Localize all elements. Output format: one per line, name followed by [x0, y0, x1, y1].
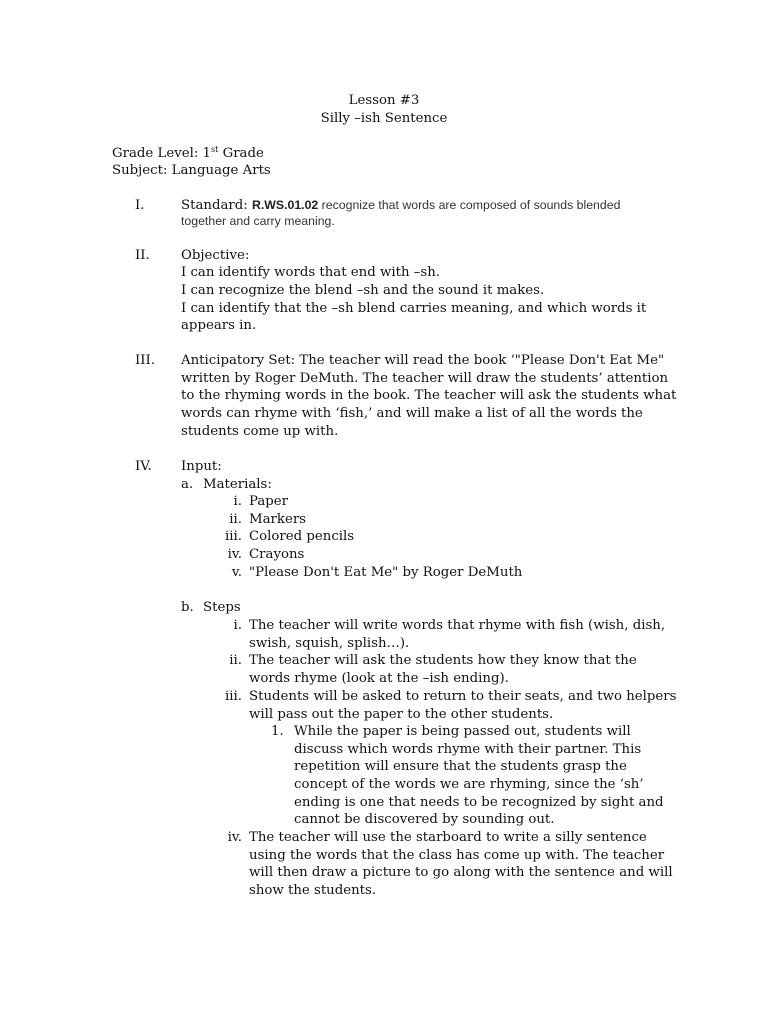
section-numeral-i: I. [135, 198, 145, 213]
materials-heading: Materials: [203, 477, 272, 492]
materials-item: Paper [249, 494, 289, 509]
objective-line: appears in. [181, 318, 257, 333]
anticipatory-line: students come up with. [181, 424, 339, 439]
sub-step-line: discuss which words rhyme with their partner. This [294, 742, 642, 757]
objective-heading: Objective: [181, 248, 250, 263]
grade-level-sup: st [211, 145, 219, 154]
step-line: using the words that the class has come up with. The teacher [249, 848, 665, 863]
page-subtitle: Silly –ish Sentence [320, 111, 448, 126]
grade-level [112, 145, 264, 163]
objective-line: I can recognize the blend –sh and the sound it makes. [181, 283, 545, 298]
sub-step-line: repetition will ensure that the students grasp the [294, 759, 627, 774]
anticipatory-line: Anticipatory Set: The teacher will read the book ‘"Please Don't Eat Me" [181, 353, 665, 368]
page-title: Lesson #3 [348, 93, 420, 108]
materials-marker: a. [181, 477, 194, 492]
section-numeral-ii: II. [135, 248, 150, 263]
objective-line: I can identify that the –sh blend carries meaning, and which words it [181, 301, 647, 316]
step-line: will pass out the paper to the other students. [249, 707, 554, 722]
materials-item-number: i. [233, 494, 242, 509]
subject: Subject: Language Arts [112, 163, 271, 178]
sub-step-line: concept of the words we are rhyming, since the ‘sh’ [294, 777, 644, 792]
materials-item: "Please Don't Eat Me" by Roger DeMuth [249, 565, 523, 580]
steps-marker: b. [181, 600, 194, 615]
standard-label: Standard: [181, 198, 252, 213]
input-heading: Input: [181, 459, 222, 474]
materials-item-number: v. [231, 565, 242, 580]
sub-step-line: While the paper is being passed out, students will [294, 724, 631, 739]
objective-line: I can identify words that end with –sh. [181, 265, 441, 280]
materials-item: Colored pencils [249, 529, 355, 544]
sub-step-number: 1. [271, 724, 284, 739]
materials-item: Crayons [249, 547, 305, 562]
step-line: The teacher will use the starboard to write a silly sentence [249, 830, 647, 845]
standard-line-1 [181, 197, 620, 215]
materials-item-number: iii. [225, 529, 242, 544]
section-numeral-iv: IV. [135, 459, 152, 474]
sub-step-line: ending is one that needs to be recognized by sight and [294, 795, 664, 810]
step-line: The teacher will ask the students how they know that the [249, 653, 637, 668]
step-line: Students will be asked to return to their seats, and two helpers [249, 689, 677, 704]
step-number: i. [233, 618, 242, 633]
anticipatory-line: words can rhyme with ‘fish,’ and will make a list of all the words the [181, 406, 643, 421]
materials-item: Markers [249, 512, 307, 527]
materials-item-number: iv. [227, 547, 242, 562]
standard-text-1: recognize that words are composed of sounds blended [318, 198, 621, 212]
grade-level-rest: Grade [218, 146, 264, 161]
step-number: ii. [229, 653, 242, 668]
section-numeral-iii: III. [135, 353, 155, 368]
sub-step-line: cannot be discovered by sounding out. [294, 812, 555, 827]
step-line: swish, squish, splish…). [249, 636, 410, 651]
step-line: show the students. [249, 883, 377, 898]
anticipatory-line: to the rhyming words in the book. The teacher will ask the students what [181, 388, 677, 403]
step-line: The teacher will write words that rhyme with fish (wish, dish, [249, 618, 666, 633]
step-line: words rhyme (look at the –ish ending). [249, 671, 509, 686]
materials-item-number: ii. [229, 512, 242, 527]
step-number: iv. [227, 830, 242, 845]
standard-code: R.WS.01.02 [251, 198, 319, 212]
step-number: iii. [225, 689, 242, 704]
step-line: will then draw a picture to go along with the sentence and will [249, 865, 673, 880]
grade-level-label: Grade Level: 1 [112, 146, 212, 161]
steps-heading: Steps [203, 600, 241, 615]
standard-line-2: together and carry meaning. [181, 214, 335, 228]
anticipatory-line: written by Roger DeMuth. The teacher will draw the students’ attention [181, 371, 669, 386]
